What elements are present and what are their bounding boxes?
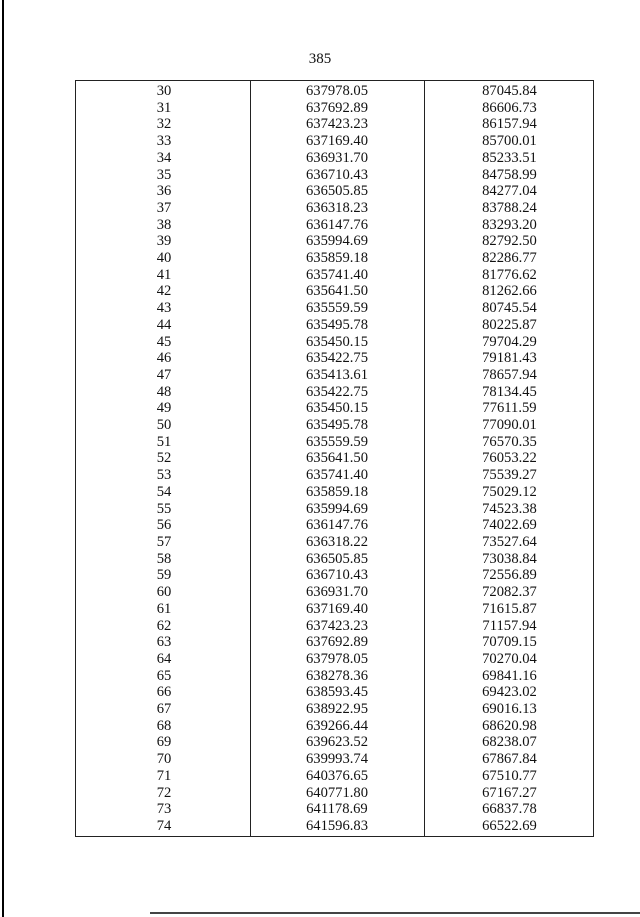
point-number-cell: 56 bbox=[156, 517, 172, 534]
point-number-cell: 65 bbox=[156, 667, 172, 684]
coordinate-table-body bbox=[76, 83, 595, 835]
point-number-cell: 47 bbox=[156, 366, 172, 383]
x-coordinate-cell: 639993.74 bbox=[305, 751, 369, 768]
y-coordinate-cell: 83788.24 bbox=[482, 199, 537, 216]
y-coordinate-cell: 81776.62 bbox=[482, 266, 537, 283]
y-coordinate-cell: 79181.43 bbox=[482, 350, 537, 367]
x-coordinate-cell: 638593.45 bbox=[305, 684, 369, 701]
table-row bbox=[76, 801, 595, 818]
x-coordinate-cell: 639266.44 bbox=[305, 717, 369, 734]
y-coordinate-cell: 68620.98 bbox=[482, 717, 537, 734]
x-coordinate-cell: 636505.85 bbox=[305, 550, 369, 567]
table-row bbox=[76, 768, 595, 785]
y-coordinate-cell: 85700.01 bbox=[482, 133, 537, 150]
table-row bbox=[76, 150, 595, 167]
point-number-cell: 30 bbox=[156, 83, 172, 99]
y-coordinate-cell: 75029.12 bbox=[482, 483, 537, 500]
y-coordinate-cell: 67867.84 bbox=[482, 751, 537, 768]
y-coordinate-cell: 67510.77 bbox=[482, 767, 537, 784]
x-coordinate-cell: 636318.23 bbox=[305, 199, 369, 216]
point-number-cell: 51 bbox=[156, 433, 172, 450]
table-row bbox=[76, 300, 595, 317]
table-row bbox=[76, 601, 595, 618]
point-number-cell: 72 bbox=[156, 784, 172, 801]
coordinate-table-frame bbox=[75, 80, 594, 837]
point-number-cell: 50 bbox=[156, 417, 172, 434]
y-coordinate-cell: 80225.87 bbox=[482, 316, 537, 333]
point-number-cell: 60 bbox=[156, 584, 172, 601]
point-number-cell: 42 bbox=[156, 283, 172, 300]
y-coordinate-cell: 67167.27 bbox=[482, 784, 537, 801]
x-coordinate-cell: 636147.76 bbox=[305, 216, 369, 233]
y-coordinate-cell: 78657.94 bbox=[482, 366, 537, 383]
y-coordinate-cell: 79704.29 bbox=[482, 333, 537, 350]
point-number-cell: 52 bbox=[156, 450, 172, 467]
y-coordinate-cell: 70709.15 bbox=[482, 634, 537, 651]
x-coordinate-cell: 635641.50 bbox=[305, 450, 369, 467]
x-coordinate-cell: 641178.69 bbox=[306, 801, 368, 818]
table-row bbox=[76, 501, 595, 518]
scan-edge-left bbox=[2, 0, 4, 917]
point-number-cell: 59 bbox=[156, 567, 172, 584]
table-row bbox=[76, 684, 595, 701]
point-number-cell: 62 bbox=[156, 617, 172, 634]
x-coordinate-cell: 637169.40 bbox=[305, 600, 369, 617]
point-number-cell: 57 bbox=[156, 533, 172, 550]
y-coordinate-cell: 73038.84 bbox=[482, 550, 537, 567]
x-coordinate-cell: 635859.18 bbox=[305, 483, 369, 500]
y-coordinate-cell: 70270.04 bbox=[482, 650, 537, 667]
table-row bbox=[76, 116, 595, 133]
point-number-cell: 32 bbox=[156, 116, 172, 133]
y-coordinate-cell: 73527.64 bbox=[482, 533, 537, 550]
point-number-cell: 53 bbox=[156, 467, 172, 484]
point-number-cell: 64 bbox=[156, 650, 172, 667]
table-row bbox=[76, 200, 595, 217]
point-number-cell: 36 bbox=[156, 183, 172, 200]
y-coordinate-cell: 86157.94 bbox=[482, 116, 537, 133]
table-row bbox=[76, 618, 595, 635]
y-coordinate-cell: 69016.13 bbox=[482, 701, 537, 718]
x-coordinate-cell: 641596.83 bbox=[305, 817, 369, 834]
x-coordinate-cell: 637978.05 bbox=[305, 83, 369, 99]
y-coordinate-cell: 75539.27 bbox=[482, 467, 537, 484]
point-number-cell: 61 bbox=[156, 600, 172, 617]
point-number-cell: 69 bbox=[156, 734, 172, 751]
table-row bbox=[76, 183, 595, 200]
point-number-cell: 37 bbox=[156, 199, 172, 216]
y-coordinate-cell: 72556.89 bbox=[482, 567, 537, 584]
y-coordinate-cell: 66522.69 bbox=[482, 817, 537, 834]
point-number-cell: 40 bbox=[156, 250, 172, 267]
x-coordinate-cell: 637692.89 bbox=[305, 634, 369, 651]
x-coordinate-cell: 635741.40 bbox=[305, 467, 369, 484]
y-coordinate-cell: 80745.54 bbox=[482, 300, 537, 317]
y-coordinate-cell: 71615.87 bbox=[482, 600, 537, 617]
x-coordinate-cell: 640771.80 bbox=[305, 784, 369, 801]
point-number-cell: 54 bbox=[156, 483, 172, 500]
point-number-cell: 67 bbox=[156, 701, 172, 718]
y-coordinate-cell: 74022.69 bbox=[482, 517, 537, 534]
y-coordinate-cell: 68238.07 bbox=[482, 734, 537, 751]
x-coordinate-cell: 635495.78 bbox=[305, 316, 369, 333]
x-coordinate-cell: 637423.23 bbox=[305, 617, 369, 634]
point-number-cell: 34 bbox=[156, 149, 172, 166]
point-number-cell: 33 bbox=[156, 133, 172, 150]
table-row bbox=[76, 400, 595, 417]
point-number-cell: 41 bbox=[156, 266, 172, 283]
table-row bbox=[76, 217, 595, 234]
y-coordinate-cell: 78134.45 bbox=[482, 383, 537, 400]
coordinate-table bbox=[76, 83, 595, 835]
x-coordinate-cell: 636710.43 bbox=[305, 166, 369, 183]
x-coordinate-cell: 635422.75 bbox=[305, 350, 369, 367]
y-coordinate-cell: 87045.84 bbox=[482, 83, 537, 99]
x-coordinate-cell: 637978.05 bbox=[305, 650, 369, 667]
x-coordinate-cell: 638922.95 bbox=[305, 701, 369, 718]
table-row bbox=[76, 83, 595, 100]
table-row bbox=[76, 551, 595, 568]
point-number-cell: 49 bbox=[156, 400, 172, 417]
table-row bbox=[76, 334, 595, 351]
y-coordinate-cell: 81262.66 bbox=[482, 283, 537, 300]
scan-edge-bottom bbox=[150, 912, 640, 914]
table-row bbox=[76, 484, 595, 501]
table-row bbox=[76, 651, 595, 668]
table-row bbox=[76, 434, 595, 451]
x-coordinate-cell: 635559.59 bbox=[305, 433, 369, 450]
y-coordinate-cell: 77611.59 bbox=[482, 400, 537, 417]
x-coordinate-cell: 635559.59 bbox=[305, 300, 369, 317]
point-number-cell: 44 bbox=[156, 316, 172, 333]
table-row bbox=[76, 250, 595, 267]
x-coordinate-cell: 636931.70 bbox=[305, 149, 369, 166]
x-coordinate-cell: 636710.43 bbox=[305, 567, 369, 584]
x-coordinate-cell: 637423.23 bbox=[305, 116, 369, 133]
point-number-cell: 48 bbox=[156, 383, 172, 400]
table-row bbox=[76, 734, 595, 751]
x-coordinate-cell: 635422.75 bbox=[305, 383, 369, 400]
x-coordinate-cell: 636318.22 bbox=[305, 533, 369, 550]
y-coordinate-cell: 76570.35 bbox=[482, 433, 537, 450]
x-coordinate-cell: 636147.76 bbox=[305, 517, 369, 534]
page-number: 385 bbox=[308, 51, 332, 67]
table-row bbox=[76, 367, 595, 384]
y-coordinate-cell: 77090.01 bbox=[482, 417, 537, 434]
table-row bbox=[76, 384, 595, 401]
table-row bbox=[76, 701, 595, 718]
point-number-cell: 71 bbox=[156, 767, 172, 784]
point-number-cell: 73 bbox=[156, 801, 172, 818]
point-number-cell: 35 bbox=[156, 166, 172, 183]
point-number-cell: 70 bbox=[156, 751, 172, 768]
table-row bbox=[76, 283, 595, 300]
table-row bbox=[76, 317, 595, 334]
y-coordinate-cell: 69841.16 bbox=[482, 667, 537, 684]
y-coordinate-cell: 66837.78 bbox=[482, 801, 537, 818]
y-coordinate-cell: 72082.37 bbox=[482, 584, 537, 601]
table-row bbox=[76, 785, 595, 802]
point-number-cell: 55 bbox=[156, 500, 172, 517]
point-number-cell: 43 bbox=[156, 300, 172, 317]
x-coordinate-cell: 637692.89 bbox=[305, 99, 369, 116]
table-row bbox=[76, 267, 595, 284]
point-number-cell: 58 bbox=[156, 550, 172, 567]
table-row bbox=[76, 233, 595, 250]
table-row bbox=[76, 634, 595, 651]
x-coordinate-cell: 640376.65 bbox=[305, 767, 369, 784]
y-coordinate-cell: 69423.02 bbox=[482, 684, 537, 701]
x-coordinate-cell: 635450.15 bbox=[305, 333, 369, 350]
x-coordinate-cell: 635495.78 bbox=[305, 417, 369, 434]
y-coordinate-cell: 84758.99 bbox=[482, 166, 537, 183]
point-number-cell: 38 bbox=[156, 216, 172, 233]
table-row bbox=[76, 133, 595, 150]
x-coordinate-cell: 639623.52 bbox=[305, 734, 369, 751]
table-row bbox=[76, 100, 595, 117]
point-number-cell: 46 bbox=[156, 350, 172, 367]
x-coordinate-cell: 636931.70 bbox=[305, 584, 369, 601]
x-coordinate-cell: 635994.69 bbox=[305, 233, 369, 250]
y-coordinate-cell: 86606.73 bbox=[482, 99, 537, 116]
table-row bbox=[76, 668, 595, 685]
y-coordinate-cell: 82286.77 bbox=[482, 250, 537, 267]
point-number-cell: 45 bbox=[156, 333, 172, 350]
y-coordinate-cell: 83293.20 bbox=[482, 216, 537, 233]
point-number-cell: 31 bbox=[156, 99, 172, 116]
x-coordinate-cell: 635450.15 bbox=[305, 400, 369, 417]
table-row bbox=[76, 417, 595, 434]
table-row bbox=[76, 450, 595, 467]
table-row bbox=[76, 567, 595, 584]
y-coordinate-cell: 74523.38 bbox=[482, 500, 537, 517]
table-row bbox=[76, 718, 595, 735]
y-coordinate-cell: 82792.50 bbox=[482, 233, 537, 250]
table-row bbox=[76, 584, 595, 601]
table-row bbox=[76, 167, 595, 184]
point-number-cell: 68 bbox=[156, 717, 172, 734]
point-number-cell: 63 bbox=[156, 634, 172, 651]
table-row bbox=[76, 534, 595, 551]
point-number-cell: 39 bbox=[156, 233, 172, 250]
x-coordinate-cell: 635641.50 bbox=[305, 283, 369, 300]
point-number-cell: 66 bbox=[156, 684, 172, 701]
x-coordinate-cell: 635994.69 bbox=[305, 500, 369, 517]
y-coordinate-cell: 71157.94 bbox=[482, 617, 537, 634]
y-coordinate-cell: 84277.04 bbox=[482, 183, 537, 200]
x-coordinate-cell: 635741.40 bbox=[305, 266, 369, 283]
table-row bbox=[76, 350, 595, 367]
x-coordinate-cell: 635859.18 bbox=[305, 250, 369, 267]
table-row bbox=[76, 751, 595, 768]
table-row bbox=[76, 467, 595, 484]
x-coordinate-cell: 637169.40 bbox=[305, 133, 369, 150]
y-coordinate-cell: 76053.22 bbox=[482, 450, 537, 467]
table-row bbox=[76, 818, 595, 835]
y-coordinate-cell: 85233.51 bbox=[482, 149, 537, 166]
table-row bbox=[76, 517, 595, 534]
point-number-cell: 74 bbox=[156, 817, 172, 834]
x-coordinate-cell: 638278.36 bbox=[305, 667, 369, 684]
x-coordinate-cell: 636505.85 bbox=[305, 183, 369, 200]
x-coordinate-cell: 635413.61 bbox=[305, 366, 369, 383]
